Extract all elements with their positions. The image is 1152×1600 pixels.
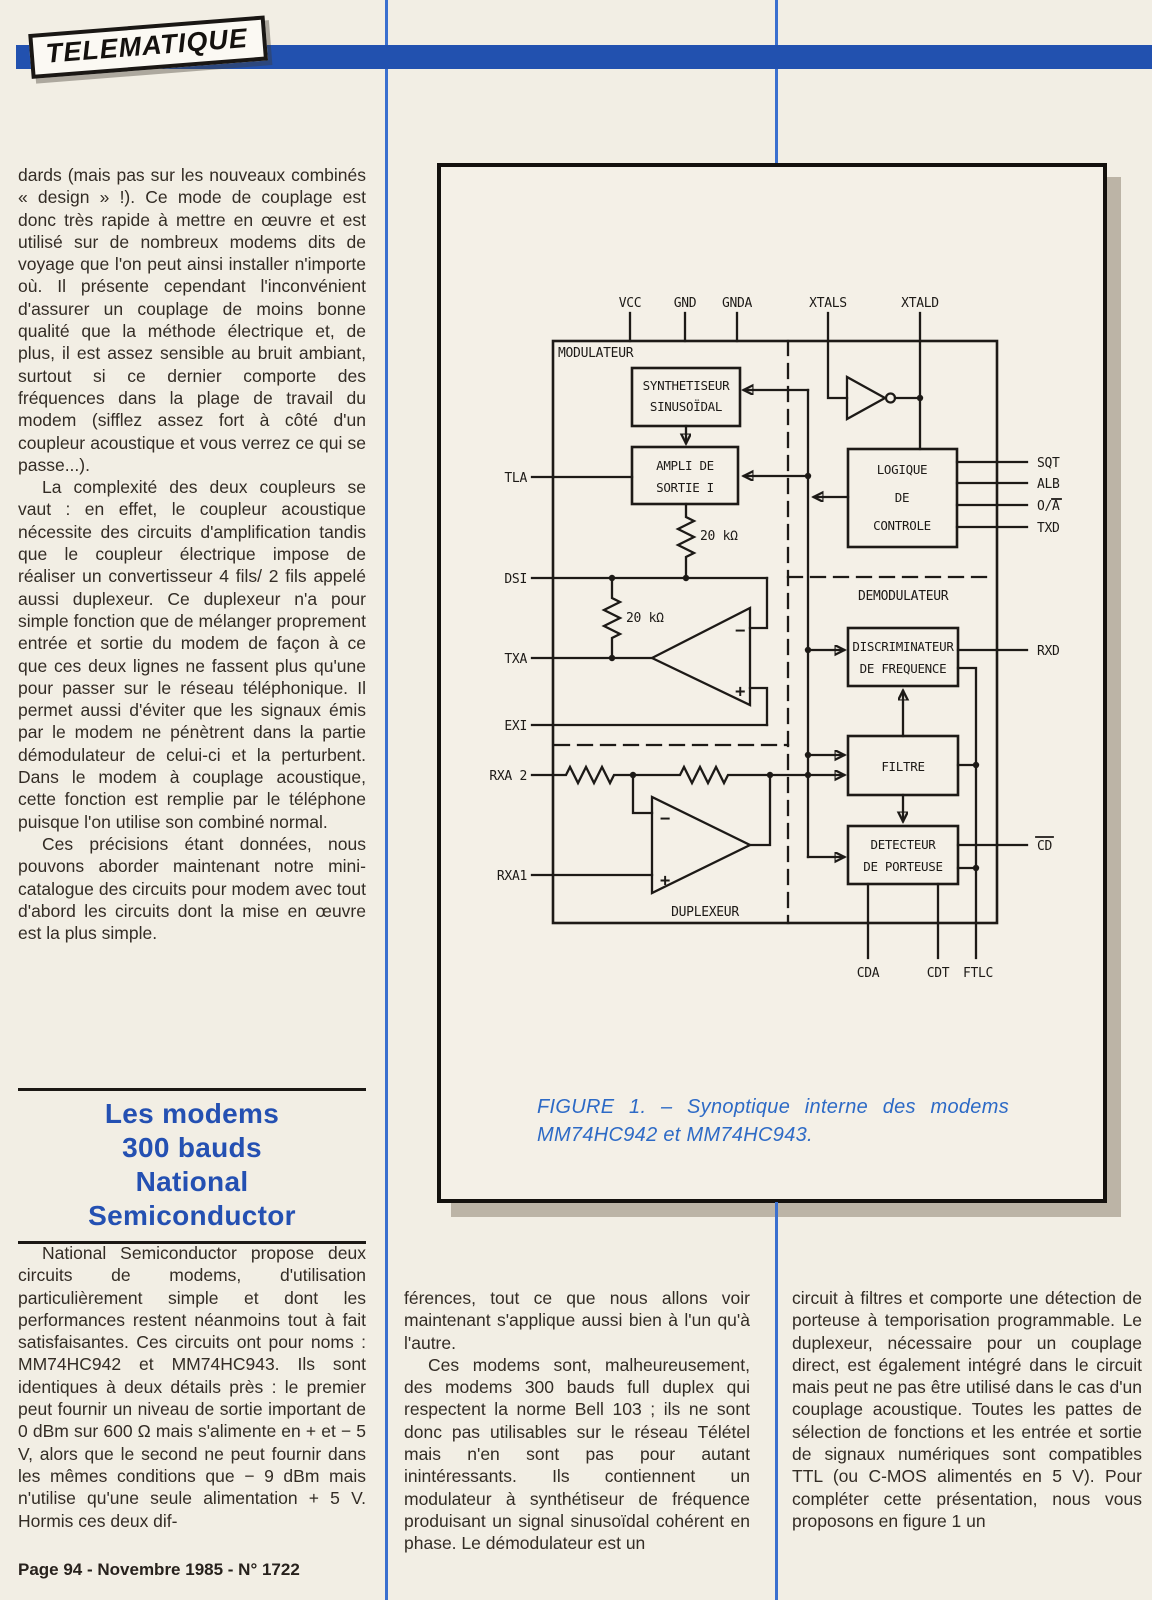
paragraph: La complexité des deux coupleurs se vaut : en effet, le coupleur acoustique nécessite des circuits d'amplification tandis que le coupleur électrique impose de réaliser un convertisseur 4 fils/ 2 fils appelé aussi duplexeur. Ce duplexeur n'a pour simple fonction que de mélanger proprement entrée et sortie du modem de façon à ce que ces deux lignes ne fassent plus qu'une pour passer sur le réseau téléphonique. Il permet aussi d'éviter que les signaux émis par le modem ne pénètrent dans la partie démodulateur de celui-ci et la perturbent. Dans le modem à couplage acoustique, cette fonction est remplie par le téléphone puisque l'on utilise son combiné normal. <box>18 477 366 832</box>
svg-text:+: + <box>660 871 670 891</box>
paragraph: Ces modems sont, malheureusement, des modems 300 bauds full duplex qui respectent la norme Bell 103 ; ils ne sont donc pas utilisables sur le réseau Télétel mais n'en sont pas pour autant inintéressants. Ils contiennent un modulateur à synthétiseur de fréquence produisant un signal sinusoïdal cohérent en phase. Le démodulateur est un <box>404 1354 750 1554</box>
pin-label-xtald: XTALD <box>901 296 939 311</box>
svg-text:+: + <box>735 682 745 702</box>
column-1 <box>18 164 366 944</box>
pin-label-exi: EXI <box>504 719 527 734</box>
resistor-label-1: 20 kΩ <box>700 529 738 544</box>
masthead-logo <box>28 16 267 79</box>
block-synthetiseur <box>632 368 740 426</box>
svg-text:DE PORTEUSE: DE PORTEUSE <box>863 859 943 874</box>
section-heading-line: National <box>135 1166 249 1197</box>
page-footer: Page 94 - Novembre 1985 - N° 1722 <box>18 1560 300 1579</box>
block-ampli-de-sortie <box>632 447 738 504</box>
demodulateur-wires <box>805 647 1027 958</box>
pin-label-txa: TXA <box>504 652 527 667</box>
pin-label-gnd: GND <box>673 296 697 311</box>
section-heading-line: Semiconductor <box>88 1200 296 1231</box>
region-label-modulateur: MODULATEUR <box>558 346 634 361</box>
column-1-continued <box>18 1242 366 1532</box>
pin-label-tla: TLA <box>504 471 527 486</box>
paragraph: Ces précisions étant données, nous pouvons aborder maintenant notre mini-catalogue des circuits pour modem avec tout d'abord les circuits dont la mise en œuvre est la plus simple. <box>18 833 366 944</box>
section-heading <box>18 1088 366 1244</box>
paragraph: National Semiconductor propose deux circuits de modems, d'utilisation particulièrement simple et dont les performances restent néanmoins tout à fait satisfaisantes. Ces circuits ont pour noms : MM74HC942 et MM74HC943. Ils sont identiques à deux détails près : le premier peut fournir un niveau de sortie important de 0 dBm sur 600 Ω mais s'alimente en + et − 5 V, alors que le second ne peut fournir dans les mêmes conditions que − 9 dBm mais n'utilise qu'une seule alimentation + 5 V. Hormis ces deux dif- <box>18 1243 366 1531</box>
pin-label-rxa1: RXA1 <box>496 869 527 884</box>
paragraph: férences, tout ce que nous allons voir maintenant s'applique aussi bien à l'un qu'à l'autre. <box>404 1288 750 1353</box>
right-pin-labels <box>1036 456 1061 854</box>
pin-label-dsi: DSI <box>504 572 527 587</box>
chip-outline <box>553 341 997 923</box>
pin-label-rxa2: RXA 2 <box>489 769 527 784</box>
figure-caption <box>537 1093 1009 1149</box>
svg-text:−: − <box>660 809 670 829</box>
svg-text:DISCRIMINATEUR: DISCRIMINATEUR <box>852 639 954 654</box>
svg-text:SYNTHETISEUR: SYNTHETISEUR <box>642 378 730 393</box>
region-label-duplexeur: DUPLEXEUR <box>671 905 739 920</box>
pin-label-xtals: XTALS <box>809 296 847 311</box>
svg-text:DE FREQUENCE: DE FREQUENCE <box>859 661 947 676</box>
column-divider-line-1 <box>385 0 388 1600</box>
figure-caption-line2: MM74HC942 et MM74HC943. <box>537 1124 813 1146</box>
paragraph: circuit à filtres et comporte une détection de porteuse à temporisation programmable. Le duplexeur, nécessaire pour un couplage direct, est également intégré dans le circuit mais peut ne pas être utilisé dans le cas d'un couplage acoustique. Toutes les pattes de sélection de fonctions et les entrée et sortie de signaux numériques sont compatibles TTL (ou C-MOS alimentés en 5 V). Pour compléter cette présentation, nous vous proposons en figure 1 un <box>792 1288 1142 1531</box>
logique-output-wires <box>957 462 1027 527</box>
paragraph: dards (mais pas sur les nouveaux combinés « design » !). Ce mode de couplage est donc très rapide à mettre en œuvre et est utilisé sur de nombreux modems dits de voyage que l'on peut ainsi installer n'importe où. Il présente cependant l'inconvénient d'assurer un couplage de moins bonne qualité que la méthode électrique et, de plus, il est assez sensible au bruit ambiant, surtout si ce dernier comporte des fréquences dans la plage de travail du modem (sifflez assez fort à côté d'un coupleur acoustique et vous verrez ce qui se passe...). <box>18 165 366 475</box>
pin-label-oa: O/A <box>1037 499 1060 514</box>
svg-text:DETECTEUR: DETECTEUR <box>870 837 936 852</box>
left-pin-labels <box>489 471 527 884</box>
pin-label-rxd: RXD <box>1037 644 1060 659</box>
pin-label-sqt: SQT <box>1037 456 1060 471</box>
rx-opamp <box>652 797 750 893</box>
svg-text:LOGIQUE: LOGIQUE <box>876 462 928 477</box>
column-divider-line-2-top <box>775 0 778 164</box>
pin-label-cdt: CDT <box>926 966 950 981</box>
inverter-gate <box>847 377 923 419</box>
svg-text:SINUSOÏDAL: SINUSOÏDAL <box>649 399 723 414</box>
bottom-pin-labels <box>857 966 993 981</box>
block-discriminateur <box>848 628 958 686</box>
svg-text:DE: DE <box>894 490 910 505</box>
svg-text:−: − <box>735 621 745 641</box>
figure-1-frame <box>437 163 1107 1203</box>
column-divider-line-2-bottom <box>775 1202 778 1600</box>
pin-label-cd: CD <box>1037 839 1053 854</box>
svg-text:AMPLI DE: AMPLI DE <box>656 458 714 473</box>
modem-block-diagram <box>441 167 1103 1199</box>
svg-text:CONTROLE: CONTROLE <box>873 518 931 533</box>
pin-label-alb: ALB <box>1037 477 1060 492</box>
tx-opamp <box>652 608 750 705</box>
svg-text:SORTIE I: SORTIE I <box>656 480 714 495</box>
column-3 <box>792 1287 1142 1532</box>
pin-label-gnda: GNDA <box>721 296 753 311</box>
region-label-demodulateur: DEMODULATEUR <box>858 589 949 604</box>
section-heading-line: Les modems <box>104 1098 280 1129</box>
section-heading-line: 300 bauds <box>122 1132 262 1163</box>
column-2 <box>404 1287 750 1555</box>
masthead-title: TELEMATIQUE <box>44 22 249 69</box>
pin-label-txd: TXD <box>1037 521 1060 536</box>
figure-caption-line1: FIGURE 1. – Synoptique interne des modems <box>537 1096 1009 1118</box>
block-detecteur-porteuse <box>848 826 958 884</box>
resistor-label-2: 20 kΩ <box>626 611 664 626</box>
pin-label-vcc: VCC <box>618 296 642 311</box>
pin-label-ftlc: FTLC <box>962 966 994 981</box>
pin-label-cda: CDA <box>856 966 880 981</box>
svg-text:FILTRE: FILTRE <box>881 759 925 774</box>
block-filtre <box>848 736 958 795</box>
block-logique-de-controle <box>848 449 957 547</box>
duplexeur-wires <box>532 767 844 875</box>
